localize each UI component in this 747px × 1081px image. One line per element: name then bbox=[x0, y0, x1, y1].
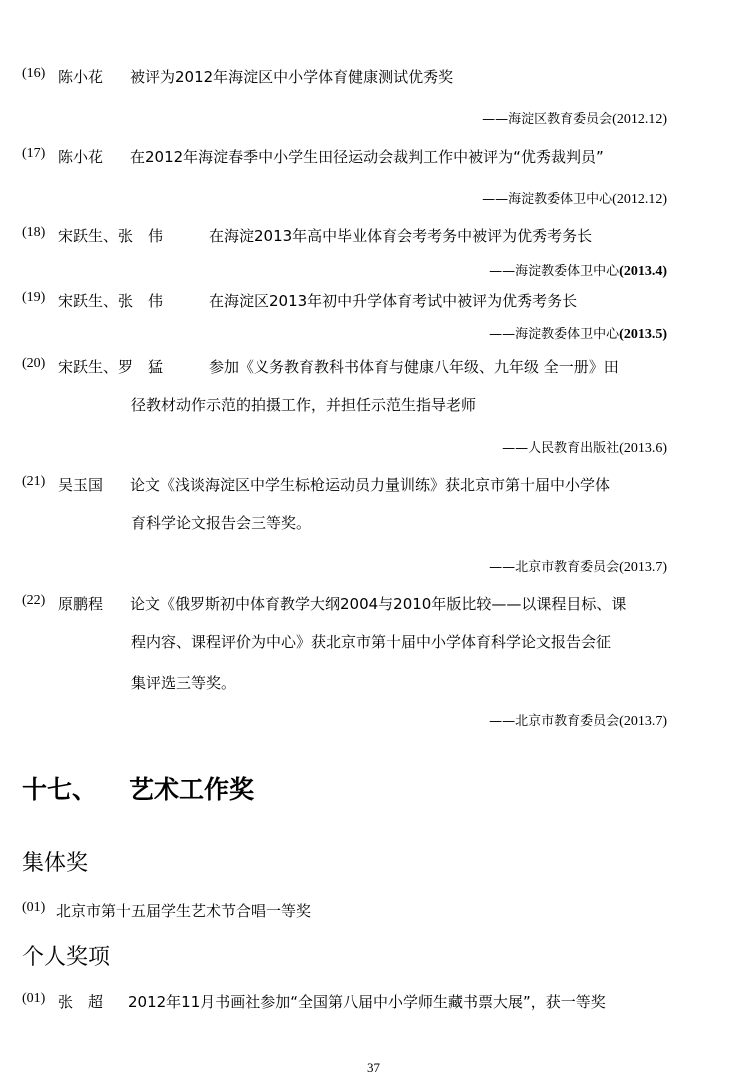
entry-number: (21) bbox=[22, 474, 46, 489]
item-number: (01) bbox=[22, 991, 46, 1006]
entry-description: 论文《浅谈海淀区中学生标枪运动员力量训练》获北京市第十届中小学体 bbox=[130, 476, 611, 494]
entry-description-continued: 程内容、课程评价为中心》获北京市第十届中小学体育科学论文报告会征 bbox=[131, 633, 612, 651]
entry-source: ——北京市教育委员会(2013.7) bbox=[489, 560, 667, 575]
item-name: 张 超 bbox=[58, 993, 104, 1011]
entry-number: (18) bbox=[22, 225, 46, 240]
item-text: 北京市第十五届学生艺术节合唱一等奖 bbox=[56, 902, 312, 920]
entry-number: (17) bbox=[22, 146, 46, 161]
entry-number: (19) bbox=[22, 290, 46, 305]
item-number: (01) bbox=[22, 900, 46, 915]
entry-name: 宋跃生、罗 猛 bbox=[58, 358, 164, 376]
entry-number: (20) bbox=[22, 356, 46, 371]
individual-heading: 个人奖项 bbox=[22, 945, 111, 970]
entry-description: 在海淀2013年高中毕业体育会考考务中被评为优秀考务长 bbox=[209, 227, 593, 245]
entry-name: 陈小花 bbox=[58, 148, 104, 166]
entry-name: 原鹏程 bbox=[58, 595, 104, 613]
section-number: 十七、 bbox=[22, 775, 98, 804]
entry-source: ——海淀教委体卫中心(2013.5) bbox=[489, 327, 667, 342]
entry-description: 被评为2012年海淀区中小学体育健康测试优秀奖 bbox=[130, 68, 454, 86]
entry-source: ——海淀教委体卫中心(2013.4) bbox=[489, 264, 667, 279]
entry-description: 参加《义务教育教科书体育与健康八年级、九年级 全一册》田 bbox=[209, 358, 619, 376]
entry-name: 宋跃生、张 伟 bbox=[58, 227, 164, 245]
entry-source: ——海淀区教育委员会(2012.12) bbox=[482, 112, 667, 127]
entry-description-continued: 育科学论文报告会三等奖。 bbox=[131, 514, 312, 532]
entry-name: 吴玉国 bbox=[58, 476, 104, 494]
entry-number: (16) bbox=[22, 66, 46, 81]
entry-name: 陈小花 bbox=[58, 68, 104, 86]
entry-description-continued: 集评选三等奖。 bbox=[131, 674, 237, 692]
collective-heading: 集体奖 bbox=[22, 851, 89, 876]
item-text: 2012年11月书画社参加“全国第八届中小学师生藏书票大展”，获一等奖 bbox=[128, 993, 606, 1011]
page-number: 37 bbox=[367, 1060, 380, 1075]
entry-source: ——海淀教委体卫中心(2012.12) bbox=[482, 192, 667, 207]
entry-number: (22) bbox=[22, 593, 46, 608]
section-heading bbox=[22, 770, 255, 806]
entry-description: 在海淀区2013年初中升学体育考试中被评为优秀考务长 bbox=[209, 292, 578, 310]
entry-description: 论文《俄罗斯初中体育教学大纲2004与2010年版比较——以课程目标、课 bbox=[130, 595, 627, 613]
entry-description: 在2012年海淀春季中小学生田径运动会裁判工作中被评为“优秀裁判员” bbox=[130, 148, 604, 166]
entry-name: 宋跃生、张 伟 bbox=[58, 292, 164, 310]
entry-description-continued: 径教材动作示范的拍摄工作，并担任示范生指导老师 bbox=[131, 396, 477, 414]
entry-source: ——北京市教育委员会(2013.7) bbox=[489, 714, 667, 729]
entry-source: ——人民教育出版社(2013.6) bbox=[502, 441, 667, 456]
section-title: 艺术工作奖 bbox=[129, 775, 255, 804]
